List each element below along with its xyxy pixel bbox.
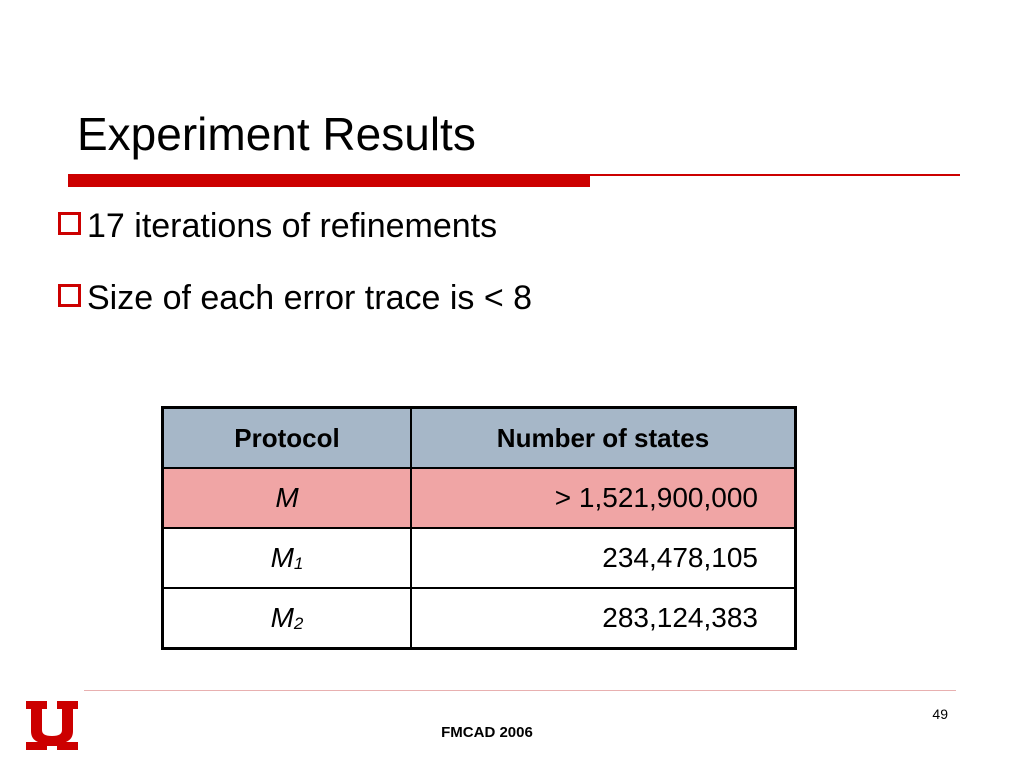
- protocol-cell: [163, 588, 412, 649]
- table-row: [163, 528, 796, 588]
- states-cell: 234,478,105: [411, 528, 796, 588]
- protocol-name: M: [275, 482, 299, 513]
- protocol-subscript: 2: [293, 614, 304, 633]
- table-row: [163, 468, 796, 528]
- footer-text: FMCAD 2006: [441, 724, 533, 741]
- protocol-subscript: 1: [293, 554, 304, 573]
- table-row: [163, 588, 796, 649]
- bullet-list: [58, 200, 532, 344]
- protocol-name: M: [270, 602, 294, 633]
- bullet-item: [58, 200, 532, 252]
- protocol-name: M: [270, 542, 294, 573]
- states-cell: 283,124,383: [411, 588, 796, 649]
- title-underline-thick: [68, 174, 590, 187]
- square-bullet-icon: [58, 284, 81, 307]
- footer-divider: [84, 690, 956, 691]
- column-header-protocol: Protocol: [163, 408, 412, 469]
- bullet-item: [58, 272, 532, 324]
- slide-title: Experiment Results: [77, 108, 476, 160]
- column-header-number-of-states: Number of states: [411, 408, 796, 469]
- protocol-cell: [163, 468, 412, 528]
- protocol-cell: [163, 528, 412, 588]
- page-number: 49: [932, 706, 948, 722]
- bullet-text: 17 iterations of refinements: [87, 206, 498, 245]
- results-table: [161, 406, 797, 650]
- square-bullet-icon: [58, 212, 81, 235]
- bullet-text: Size of each error trace is < 8: [87, 278, 533, 317]
- title-underline-thin: [590, 174, 960, 176]
- table-header-row: [163, 408, 796, 469]
- states-cell: > 1,521,900,000: [411, 468, 796, 528]
